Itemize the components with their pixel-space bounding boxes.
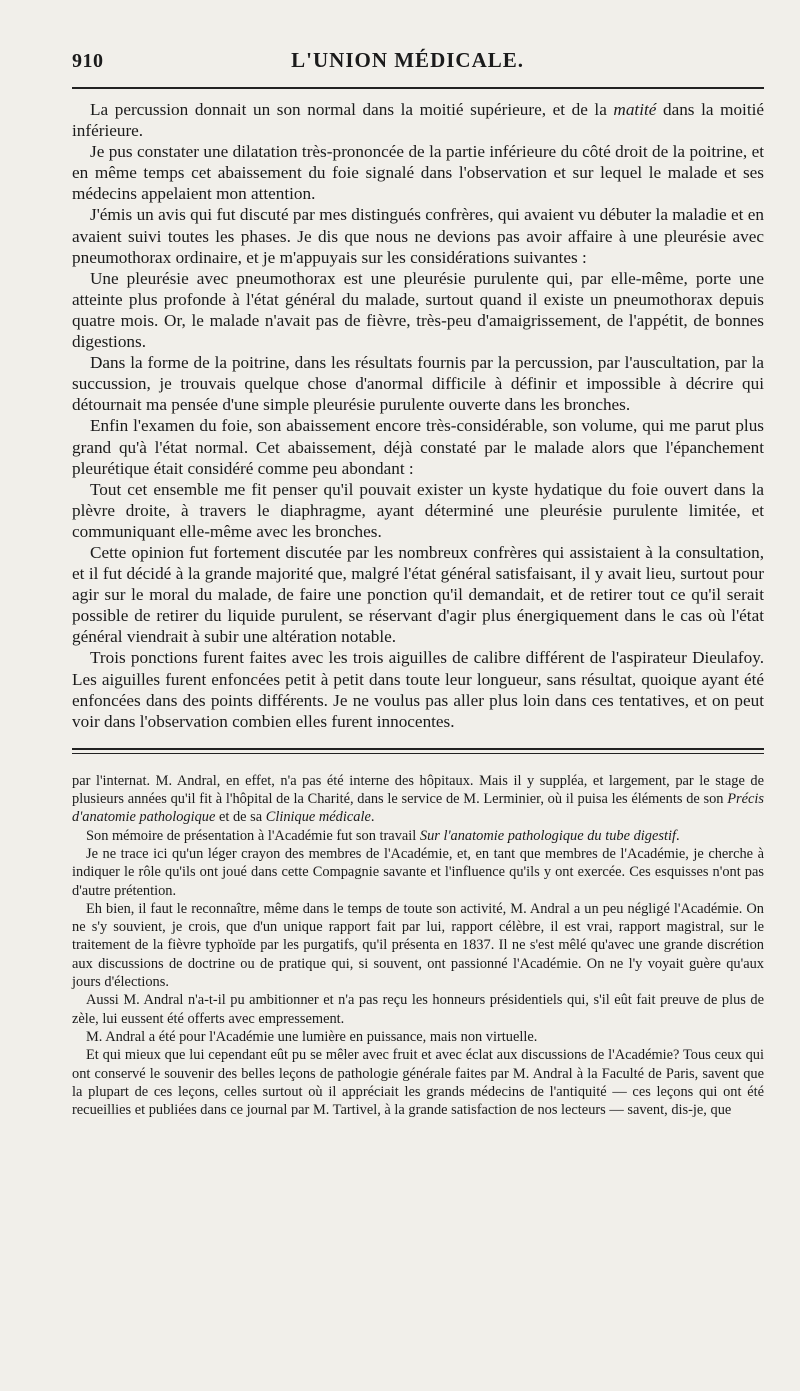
body-paragraph: Dans la forme de la poitrine, dans les résultats fournis par la percussion, par l'auscultation, par la succussion, je trouvais quelque chose d'anormal difficile à définir et impossible à décrire qui détournait ma pensée d'une simple pleurésie purulente ouverte dans les bronches.	[72, 353, 764, 415]
body-paragraph	[72, 99, 764, 141]
footnote-separator	[72, 748, 764, 754]
italic-text: matité	[613, 100, 657, 119]
main-body	[72, 99, 764, 732]
text-run: La percussion donnait un son normal dans la moitié supérieure, et de la	[90, 100, 614, 119]
text-run: .	[370, 809, 375, 826]
footnote-paragraph	[72, 827, 764, 845]
body-paragraph: Tout cet ensemble me fit penser qu'il pouvait exister un kyste hydatique du foie ouvert dans la plèvre droite, à travers le diaphragme, ayant déterminé une pleurésie purulente limitée, et communiquant elle-même avec les bronches.	[72, 479, 764, 541]
footnote-paragraph: Et qui mieux que lui cependant eût pu se mêler avec fruit et avec éclat aux discussions de l'Académie? Tous ceux qui ont conservé le souvenir des belles leçons de pathologie générale faites par M. Andral à la Faculté de Paris, savent que la plupart de ces leçons, celles surtout où il appréciait les grands médecins de l'antiquité — ces leçons qui ont été recueillies et publiées dans ce journal par M. Tartivel, à la grande satisfaction de nos lecteurs — savent, dis-je, que	[72, 1047, 764, 1119]
footnote-paragraph	[72, 772, 764, 827]
body-paragraph: Trois ponctions furent faites avec les trois aiguilles de calibre différent de l'aspirateur Dieulafoy. Les aiguilles furent enfoncées petit à petit dans toute leur longueur, sans résultat, quoique ayant été enfoncées dans des points différents. Je ne voulus pas aller plus loin dans ces tentatives, et on peut voir dans l'observation combien elles furent innocentes.	[72, 648, 764, 731]
text-run: par l'internat. M. Andral, en effet, n'a pas été interne des hôpitaux. Mais il y suppléa, et largement, par le stage de plusieurs années qu'il fit à l'hôpital de la Charité, dans le service de M. Lerminier, où il puisa les éléments de son	[72, 772, 764, 808]
running-title: L'UNION MÉDICALE.	[291, 48, 524, 72]
body-paragraph: J'émis un avis qui fut discuté par mes distingués confrères, qui avaient vu débuter la maladie et en avaient suivi toutes les phases. Je dis que nous ne devions pas avoir affaire à une pleurésie avec pneumothorax ordinaire, et je m'appuyais sur les considérations suivantes :	[72, 205, 764, 267]
footnote-paragraph: Eh bien, il faut le reconnaître, même dans le temps de toute son activité, M. Andral a un peu négligé l'Académie. On ne s'y souvient, je crois, que d'un unique rapport fait par lui, rapport célèbre, il est vrai, rapport magistral, sur le traitement de la fièvre typhoïde par les purgatifs, qu'il présenta en 1837. Il ne s'est mêlé qu'avec une grande discrétion aux discussions de doctrine ou de pratique qui, si souvent, ont passionné l'Académie. On ne l'y voyait guère qu'aux jours d'élections.	[72, 900, 764, 991]
body-paragraph: Enfin l'examen du foie, son abaissement encore très-considérable, son volume, qui me parut plus grand qu'à l'état normal. Cet abaissement, déjà constaté par le malade alors que l'épanchement pleurétique était considéré comme peu abondant :	[72, 416, 764, 478]
text-run: Son mémoire de présentation à l'Académie fut son travail	[86, 827, 420, 844]
footnote-paragraph: Je ne trace ici qu'un léger crayon des membres de l'Académie, et, en tant que membres de l'Académie, je cherche à indiquer le rôle qu'ils ont joué dans cette Compagnie savante et l'influence qu'ils y ont exercée. Ces esquisses n'ont pas d'autre prétention.	[72, 846, 764, 899]
body-paragraph: Je pus constater une dilatation très-prononcée de la partie inférieure du côté droit de la poitrine, et en même temps cet abaissement du foie signalé dans l'observation et sur lequel le malade et ses médecins appelaient mon attention.	[72, 142, 764, 204]
footnote-body	[72, 772, 764, 1120]
text-run: et de sa	[215, 809, 266, 826]
footnote-paragraph: Aussi M. Andral n'a-t-il pu ambitionner et n'a pas reçu les honneurs présidentiels qui, s'il eût fait preuve de plus de zèle, lui eussent été offerts avec empressement.	[72, 992, 764, 1027]
page-header	[72, 48, 764, 73]
footnote-paragraph: M. Andral a été pour l'Académie une lumière en puissance, mais non virtuelle.	[86, 1028, 538, 1045]
text-run: dans la moitié inférieure.	[72, 100, 765, 141]
body-paragraph: Une pleurésie avec pneumothorax est une pleurésie purulente qui, par elle-même, porte une atteinte plus profonde à l'état général du malade, surtout quand il existe un pneumothorax depuis quatre mois. Or, le malade n'avait pas de fièvre, très-peu d'amaigrissement, de l'appétit, de bonnes digestions.	[72, 268, 764, 352]
italic-text: Sur l'anatomie pathologique du tube digestif	[419, 827, 676, 844]
italic-text: Clinique médicale	[265, 809, 371, 826]
body-paragraph: Cette opinion fut fortement discutée par les nombreux confrères qui assistaient à la consultation, et il fut décidé à la grande majorité que, malgré l'état général satisfaisant, il y avait lieu, surtout pour agir sur le moral du malade, de faire une ponction qu'il demandait, et de retirer tout ce qu'il serait possible de retirer du liquide purulent, se réservant d'agir plus énergiquement dans le cas où l'état général viendrait à subir une altération notable.	[72, 542, 764, 647]
text-run: .	[675, 827, 680, 844]
page-number: 910	[72, 50, 104, 72]
header-rule	[72, 87, 764, 89]
italic-text: Précis d'anatomie pathologique	[72, 791, 764, 826]
